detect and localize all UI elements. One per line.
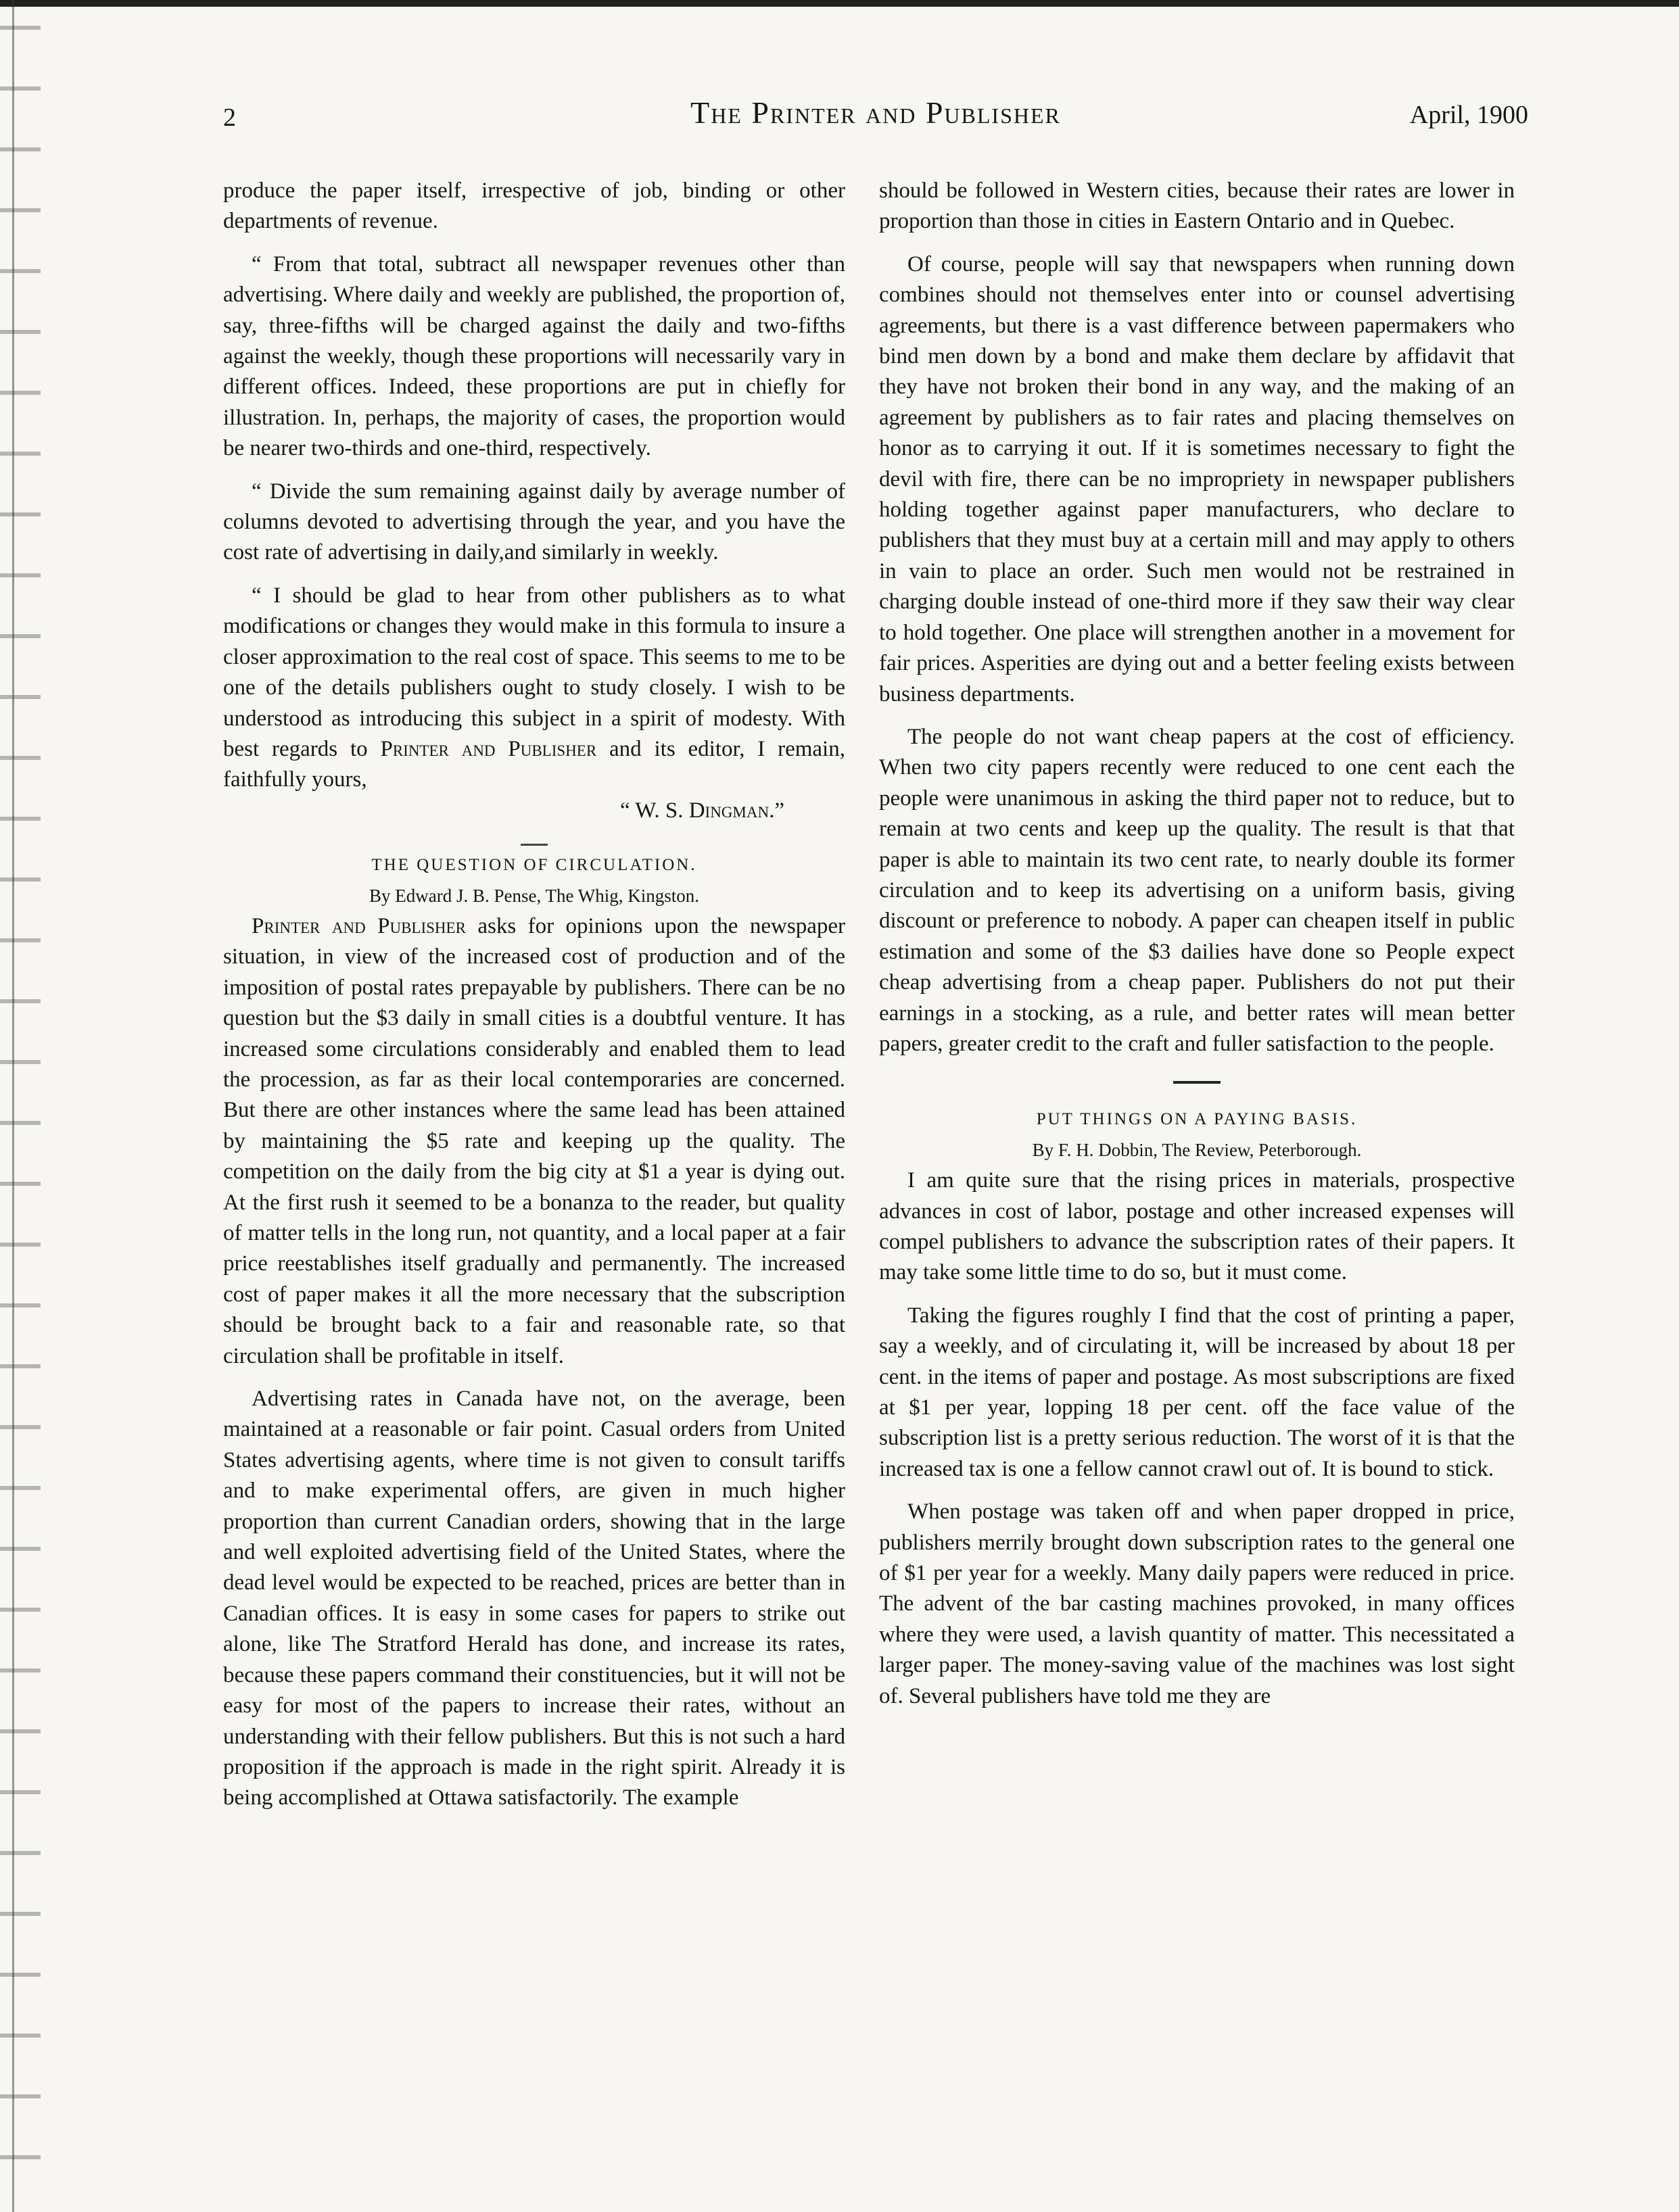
paragraph: Advertising rates in Canada have not, on the average, been maintained at a reasonable or fair point. Casual orders from United States advertising agents, where time is not given to consult tariffs and to make experimental offers, are given in much higher proportion than current Canadian orders, showing that in the large and well exploited advertising field of the United States, where the dead level would be expected to be reached, prices are better than in Canadian offices. It is easy in some cases for papers to strike out alone, like The Stratford Herald has done, and increase its rates, because these papers command their constituencies, but it will not be easy for most of the papers to increase their rates, without an understanding with their fellow publishers. But this is not such a hard proposition if the approach is made in the right spirit. Already it is being accomplished at Ottawa satisfactorily. The example (223, 1387, 845, 1810)
paragraph: I am quite sure that the rising prices in materials, prospective advances in cost of labor, postage and other increased expenses will compel publishers to advance the subscription rates of their papers. It may take some little time to do so, but it must come. (879, 1168, 1515, 1285)
paragraph-text: “ I should be glad to hear from other publishers as to what modifications or changes they would make in this formula to insure a closer approximation to the real cost of space. This seems to me to be one of the details publishers ought to study closely. I wish to be understood as introducing this subject in a spirit of modesty. With best regards to (223, 583, 845, 761)
paragraph-text: asks for opinions upon the newspaper situation, in view of the increased cost of production and of the imposition of postal rates prepayable by publishers. There can be no question but the $3 daily in small cities is a doubtful venture. It has increased some circulations considerably and enabled them to lead the procession, as far as their local contemporaries are concerned. But there are other instances where the same lead has been attained by maintaining the $5 rate and keeping up the quality. The competition on the daily from the big city at $1 a year is dying out. At the first rush it seemed to be a bonanza to the reader, but quality of matter tells in the long run, not quantity, and a local paper at a fair price reestablishes itself gradually and permanently. The increased cost of paper makes it all the more necessary that the subscription should be brought back to a fair and reasonable rate, so that circulation shall be profitable in itself. (223, 913, 845, 1368)
section-byline: By F. H. Dobbin, The Review, Peterborough. (1032, 1139, 1362, 1160)
right-column (879, 176, 1515, 1712)
page-number: 2 (223, 103, 236, 132)
paragraph: The people do not want cheap papers at the cost of efficiency. When two city papers recently were reduced to one cent each the people were unanimous in asking the third paper not to reduce, but to remain at two cents and keep up the quality. The result is that that paper is able to maintain its two cent rate, to nearly double its former circulation and to keep its advertising on a uniform basis, giving discount or preference to nobody. A paper can cheapen itself in public estimation and some of the $3 dailies have done so People expect cheap advertising from a cheap paper. Publishers do not put their earnings in a stocking, as a rule, and better rates will mean better papers, greater credit to the craft and fuller satisfaction to the people. (879, 724, 1515, 1056)
publication-name: Printer and Publisher (252, 913, 466, 938)
paragraph: produce the paper itself, irrespective of job, binding or other departments of revenue. (223, 178, 845, 234)
section-divider (1173, 1081, 1221, 1084)
scan-binding-gutter (0, 0, 41, 2212)
section-heading: PUT THINGS ON A PAYING BASIS. (1036, 1110, 1358, 1129)
publication-name: Printer and Publisher (380, 736, 597, 761)
letter-signature: “ W. S. Dingman.” (619, 798, 784, 823)
paragraph: When postage was taken off and when paper dropped in price, publishers merrily brought down subscription rates to the general one of $1 per year for a weekly. Many daily papers were reduced in price. The advent of the bar casting machines provoked, in many offices where they were used, a lavish quantity of matter. This necessitated a larger paper. The money-saving value of the machines was lost sight of. Several publishers have told me they are (879, 1499, 1515, 1708)
top-border-rule (0, 0, 1679, 7)
paragraph: Of course, people will say that newspapers when running down combines should not themselves enter into or counsel advertising agreements, but there is a vast difference between papermakers who bind men down by a bond and make them declare by affidavit that they have not broken their bond in any way, and the making of an agreement by publishers as to fair rates and placing themselves on honor as to carrying it out. If it is sometimes necessary to fight the devil with fire, there can be no impropriety in newspaper publishers holding together against paper manufacturers, who declare to publishers that they must buy at a certain mill and may apply to others in vain to place an order. Such men would not be restrained in charging double instead of one-third more if they saw their way clear to hold together. One place will strengthen another in a movement for fair prices. Asperities are dying out and a better feeling exists between business departments. (879, 251, 1515, 706)
paragraph: should be followed in Western cities, because their rates are lower in proportion than those in cities in Eastern Ontario and in Quebec. (879, 178, 1515, 234)
paragraph: “ From that total, subtract all newspaper revenues other than advertising. Where daily and weekly are published, the proportion of, say, three-fifths will be charged against the daily and two-fifths against the weekly, though these proportions will necessarily vary in different offices. Indeed, these proportions are put in chiefly for illustration. In, perhaps, the majority of cases, the proportion would be nearer two-thirds and one-third, respectively. (223, 251, 845, 461)
paragraph (223, 911, 845, 1372)
paragraph-text: and its editor, I remain, faithfully yours, (223, 736, 845, 792)
paragraph: “ Divide the sum remaining against daily by average number of columns devoted to advertising through the year, and you have the cost rate of advertising in daily,and similarly in weekly. (223, 479, 845, 565)
section-byline: By Edward J. B. Pense, The Whig, Kingston. (369, 885, 699, 906)
paragraph: Taking the figures roughly I find that the cost of printing a paper, say a weekly, and of circulating it, will be increased by about 18 per cent. in the items of paper and postage. As most subscriptions are fixed at $1 per year, lopping 18 per cent. off the face value of the subscription list is a pretty serious reduction. The worst of it is that the increased tax is one a fellow cannot crawl out of. It is bound to stick. (879, 1303, 1515, 1481)
paragraph (223, 581, 845, 796)
section-divider (521, 844, 548, 846)
section-heading: THE QUESTION OF CIRCULATION. (371, 856, 697, 875)
left-column (223, 176, 845, 1814)
page-header (223, 95, 1528, 142)
scan-binding-edge (12, 0, 14, 2212)
journal-title: The Printer and Publisher (690, 95, 1061, 130)
issue-date: April, 1900 (1409, 101, 1528, 129)
